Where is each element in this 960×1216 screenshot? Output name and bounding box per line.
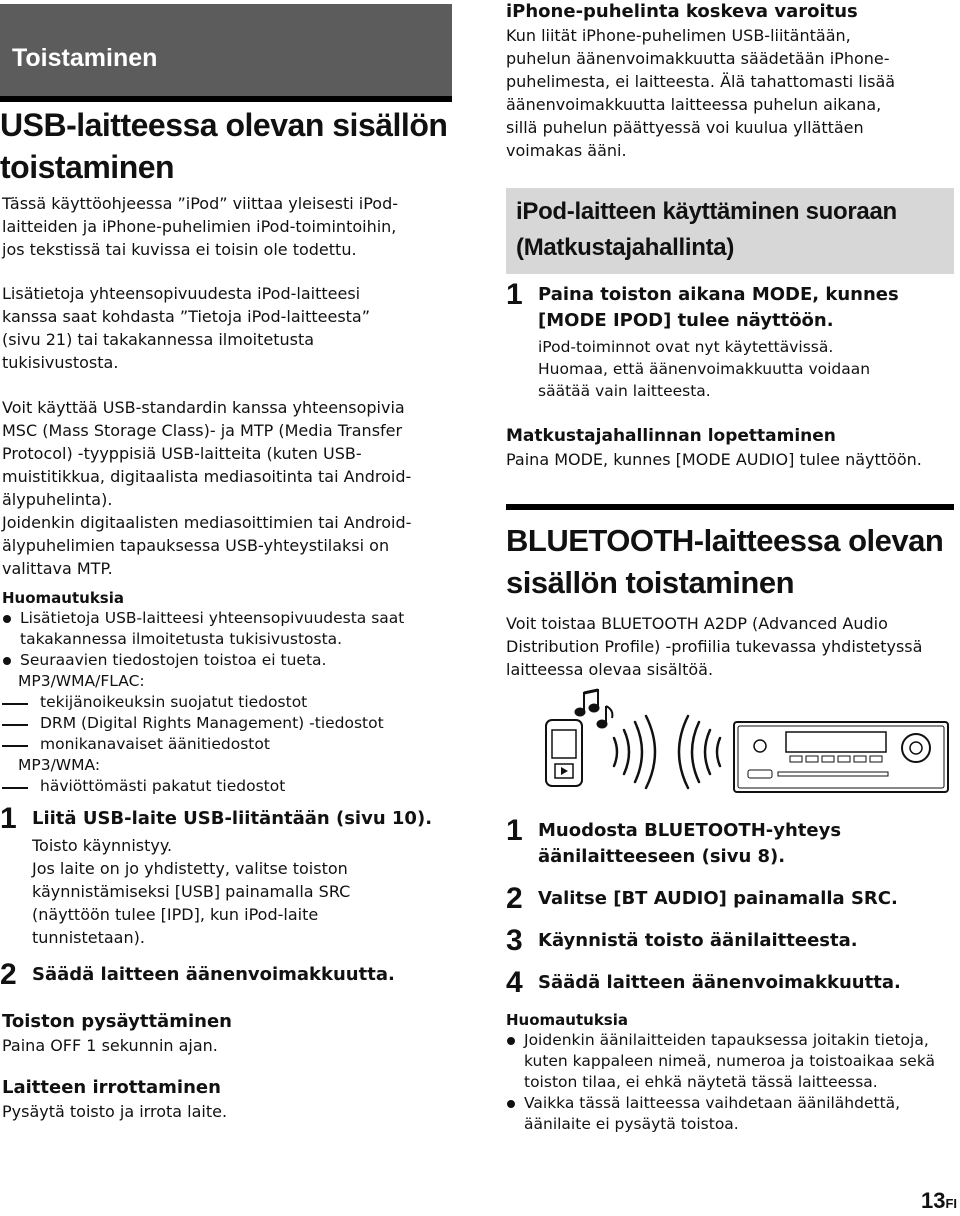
section-rule (506, 504, 954, 510)
format-list (0, 776, 450, 797)
page-title-line: toistaminen (0, 149, 175, 185)
passenger-end-text: Paina MODE, kunnes [MODE AUDIO] tulee näyttöön. (506, 450, 922, 469)
remove-text: Pysäytä toisto ja irrota laite. (2, 1102, 228, 1121)
intro-paragraph: Tässä käyttöohjeessa ”iPod” viittaa yleisesti iPod- laitteiden ja iPhone-puhelimien iPod-toimintoihin, jos tekstissä tai kuvissa ei toisin ole todettu. (2, 194, 398, 259)
step-body: Toisto käynnistyy. Jos laite on jo yhdistetty, valitse toiston käynnistämiseksi [USB] painamalla SRC (näyttöön tulee [IPD], kun iPod-laite tunnistetaan). (32, 836, 351, 947)
notes-list (2, 608, 452, 671)
step-title: Säädä laitteen äänenvoimakkuutta. (538, 972, 901, 993)
note-item: Vaikka tässä laitteessa vaihdetaan äänilähdettä, äänilaite ei pysäytä toistoa. (506, 1093, 954, 1135)
passenger-end-heading: Matkustajahallinnan lopettaminen (506, 426, 836, 446)
notes-list (506, 1030, 954, 1135)
ipod-section-box (506, 188, 954, 274)
note-item: Joidenkin äänilaitteiden tapauksessa joitakin tietoja, kuten kappaleen nimeä, numeroa ja toistoaikaa sekä toiston tilaa, ei ehkä näytetä tässä laitteessa. (506, 1030, 954, 1093)
usb-info-paragraph: Voit käyttää USB-standardin kanssa yhteensopivia MSC (Mass Storage Class)- ja MTP (Media Transfer Protocol) -tyyppisiä USB-laitteita (kuten USB- muistitikkua, digitaalista mediasoitinta tai Android- älypuhelinta). Joidenkin digitaalisten mediasoittimien tai Android- älypuhelimien tapauksessa USB-yhteystilaksi on valittava MTP. (2, 398, 412, 578)
signal-waves-icon (679, 716, 720, 788)
stop-heading: Toiston pysäyttäminen (2, 1011, 232, 1032)
smartphone-icon (546, 720, 582, 786)
page-number: 13FI (921, 1188, 958, 1213)
stop-text: Paina OFF 1 sekunnin ajan. (2, 1036, 218, 1055)
notes-heading: Huomautuksia (506, 1011, 628, 1029)
step-body: iPod-toiminnot ovat nyt käytettävissä. Huomaa, että äänenvoimakkuutta voidaan säätää vain laitteesta. (538, 338, 871, 400)
step-number: 1 (506, 278, 523, 311)
step-title: Muodosta BLUETOOTH-yhteys äänilaitteeseen (sivu 8). (538, 820, 842, 867)
format-list (0, 692, 450, 755)
warning-text: Kun liität iPhone-puhelimen USB-liitäntään, puhelun äänenvoimakkuutta säädetään iPhone- puhelimesta, ei laitteesta. Älä tahattomasti lisää äänenvoimakkuutta laitteessa puhelun aikana, sillä puhelun päättyessä voi kuulua yllättäen voimakas ääni. (506, 26, 896, 160)
compat-paragraph: Lisätietoja yhteensopivuudesta iPod-laitteesi kanssa saat kohdasta ”Tietoja iPod-laitteesta” (sivu 21) tai takakannessa ilmoitetusta tukisivustosta. (2, 284, 371, 372)
step-number: 4 (506, 966, 523, 999)
signal-waves-icon (614, 716, 655, 788)
step-title: Valitse [BT AUDIO] painamalla SRC. (538, 888, 898, 909)
page-title (0, 104, 447, 188)
step-title: Käynnistä toisto äänilaitteesta. (538, 930, 858, 951)
banner-rule (0, 96, 452, 102)
format-label: MP3/WMA: (18, 756, 101, 774)
step-title: Säädä laitteen äänenvoimakkuutta. (32, 964, 395, 985)
warning-heading: iPhone-puhelinta koskeva varoitus (506, 1, 858, 22)
step-number: 3 (506, 924, 523, 957)
ipod-section-title: iPod-laitteen käyttäminen suoraan (Matkustajahallinta) (516, 198, 897, 261)
bluetooth-audio-illustration (542, 686, 954, 798)
format-item: häviöttömästi pakatut tiedostot (0, 776, 450, 797)
section-banner-title: Toistaminen (12, 44, 158, 72)
bt-intro: Voit toistaa BLUETOOTH A2DP (Advanced Audio Distribution Profile) -profiilia tukevassa yhdistetyssä laitteessa olevaa sisältöä. (506, 614, 923, 679)
page-title-line: USB-laitteessa olevan sisällön (0, 107, 448, 143)
step-number: 2 (0, 958, 17, 991)
format-item: monikanavaiset äänitiedostot (0, 734, 450, 755)
format-item: tekijänoikeuksin suojatut tiedostot (0, 692, 450, 713)
note-item: Seuraavien tiedostojen toistoa ei tueta. (2, 650, 452, 671)
note-item: Lisätietoja USB-laitteesi yhteensopivuudesta saat takakannessa ilmoitetusta tukisivustosta. (2, 608, 452, 650)
step-number: 1 (0, 802, 17, 835)
format-label: MP3/WMA/FLAC: (18, 672, 145, 690)
car-stereo-icon (734, 722, 948, 792)
step-number: 2 (506, 882, 523, 915)
step-number: 1 (506, 814, 523, 847)
notes-heading: Huomautuksia (2, 589, 124, 607)
bt-section-title: BLUETOOTH-laitteessa olevan sisällön toistaminen (506, 523, 944, 600)
language-code: FI (945, 1196, 958, 1211)
section-banner (0, 4, 452, 96)
remove-heading: Laitteen irrottaminen (2, 1077, 221, 1098)
format-item: DRM (Digital Rights Management) -tiedostot (0, 713, 450, 734)
step-title: Paina toiston aikana MODE, kunnes [MODE IPOD] tulee näyttöön. (538, 284, 899, 331)
step-title: Liitä USB-laite USB-liitäntään (sivu 10). (32, 808, 433, 829)
